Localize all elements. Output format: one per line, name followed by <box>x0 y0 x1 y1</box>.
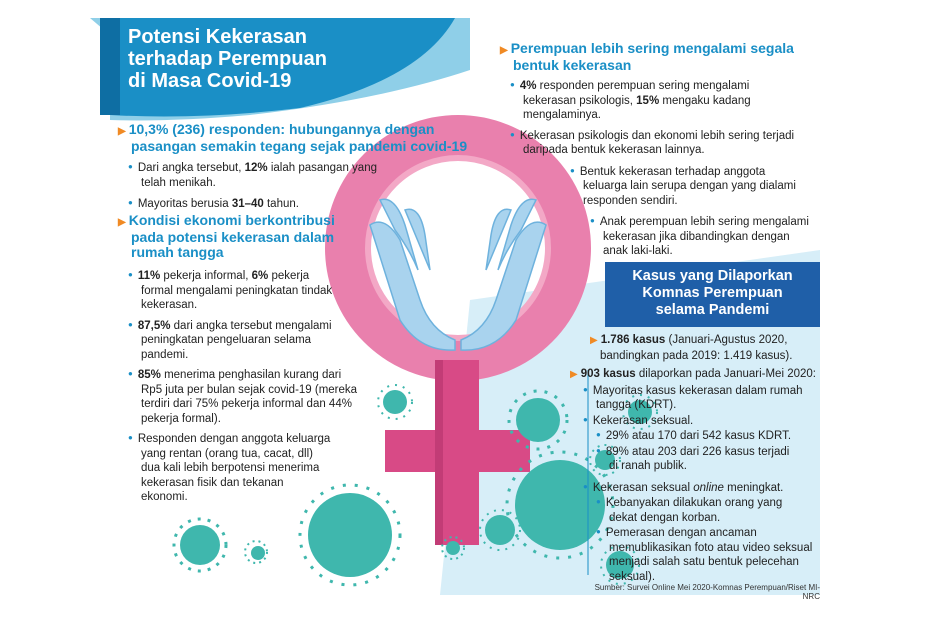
bullet-icon: ● <box>596 497 601 506</box>
title-line: Potensi Kekerasan <box>128 26 307 48</box>
arrow-icon: ▶ <box>118 217 126 228</box>
komnas-title-line: selama Pandemi <box>655 302 770 318</box>
list-item: ▶ 1.786 kasus (Januari-Agustus 2020, bandingkan pada 2019: 1.419 kasus). <box>590 334 793 362</box>
bullet-icon: ● <box>583 481 588 491</box>
title-line: terhadap Perempuan <box>128 48 327 70</box>
section-heading: ▶ 10,3% (236) responden: hubungannya dengan pasangan semakin tegang sejak pandemi covid-19 <box>118 121 468 154</box>
bullet-icon: ● <box>128 162 133 171</box>
komnas-title-line: Komnas Perempuan <box>642 285 783 301</box>
bullet-icon: ● <box>590 216 595 225</box>
bullet-icon: ● <box>510 129 515 139</box>
header-banner-edge <box>100 18 120 115</box>
list-item: ● Kekerasan seksual. <box>583 414 694 427</box>
arrow-icon: ▶ <box>570 369 578 380</box>
list-item: ● Mayoritas berusia 31–40 tahun. <box>128 198 299 210</box>
list-item: ● Kebanyakan dilakukan orang yang dekat dengan korban. <box>596 497 783 524</box>
bullet-icon: ● <box>570 165 575 175</box>
source-note: Sumber: Survei Online Mei 2020-Komnas Perempuan/Riset MI-NRC <box>594 583 820 601</box>
page-title <box>128 26 327 92</box>
komnas-title <box>605 268 820 319</box>
bullet-icon: ● <box>583 414 588 424</box>
list-item: ● 29% atau 170 dari 542 kasus KDRT. <box>596 430 792 442</box>
venus-stem-shade <box>435 360 443 545</box>
bullet-icon: ● <box>128 270 133 279</box>
arrow-icon: ▶ <box>118 126 126 137</box>
arrow-icon: ▶ <box>590 335 598 346</box>
section-heading: ▶ Kondisi ekonomi berkontribusi pada potensi kekerasan dalam rumah tangga <box>118 212 335 260</box>
komnas-title-line: Kasus yang Dilaporkan <box>632 268 793 284</box>
section-economy <box>118 213 398 505</box>
list-item: ● Pemerasan dengan ancaman memublikasikan foto atau video seksual menjadi salah satu bentuk pelecehan seksual). <box>596 527 813 583</box>
list-item: ● Responden dengan anggota keluarga yang rentan (orang tua, cacat, dll) dua kali lebih berpotensi menerima kekerasan fisik dan tekanan ekonomi. <box>128 433 331 503</box>
list-item: ● Kekerasan psikologis dan ekonomi lebih sering terjadi daripada bentuk kekerasan lainnya. <box>510 129 795 156</box>
bullet-icon: ● <box>583 384 588 394</box>
bullet-icon: ● <box>128 369 133 378</box>
section-heading: ▶ Perempuan lebih sering mengalami segala bentuk kekerasan <box>500 40 794 73</box>
section-komnas <box>570 333 820 584</box>
list-item: ● Kekerasan seksual online meningkat. <box>583 481 784 494</box>
bullet-icon: ● <box>128 319 133 329</box>
list-item: ● Anak perempuan lebih sering mengalami kekerasan jika dibandingkan dengan anak laki-laki. <box>590 216 809 257</box>
section-relationship <box>118 122 478 212</box>
virus-icon <box>245 541 267 563</box>
list-item: ● Mayoritas kasus kekerasan dalam rumah tangga (KDRT). <box>583 384 803 411</box>
bullet-icon: ● <box>128 198 133 207</box>
arrow-icon: ▶ <box>500 45 508 56</box>
bullet-icon: ● <box>596 430 601 439</box>
section-women <box>500 41 820 259</box>
bullet-icon: ● <box>596 527 601 536</box>
bullet-icon: ● <box>510 80 515 89</box>
list-item: ● 85% menerima penghasilan kurang dari Rp5 juta per bulan sejak covid-19 (mereka terdiri dari 75% pekerja informal dan 44% pekerja formal). <box>128 369 358 425</box>
list-item: ● 87,5% dari angka tersebut mengalami peningkatan pengeluaran selama pandemi. <box>128 319 332 361</box>
list-item: ● 11% pekerja informal, 6% pekerja formal mengalami peningkatan tindak kekerasan. <box>128 270 333 311</box>
bullet-icon: ● <box>128 433 133 442</box>
virus-icon <box>174 519 226 571</box>
list-item: ● Dari angka tersebut, 12% ialah pasangan yang telah menikah. <box>128 162 377 189</box>
list-item: ● 4% responden perempuan sering mengalami kekerasan psikologis, 15% mengaku kadang mengalaminya. <box>510 80 751 121</box>
title-line: di Masa Covid-19 <box>128 70 292 92</box>
list-item: ▶ 903 kasus dilaporkan pada Januari-Mei 2020: <box>570 368 816 380</box>
bullet-icon: ● <box>596 445 601 455</box>
list-item: ● Bentuk kekerasan terhadap anggota keluarga lain serupa dengan yang dialami responden sendiri. <box>570 165 796 207</box>
venus-crossbar <box>385 430 530 472</box>
list-item: ● 89% atau 203 dari 226 kasus terjadi di ranah publik. <box>596 445 790 472</box>
